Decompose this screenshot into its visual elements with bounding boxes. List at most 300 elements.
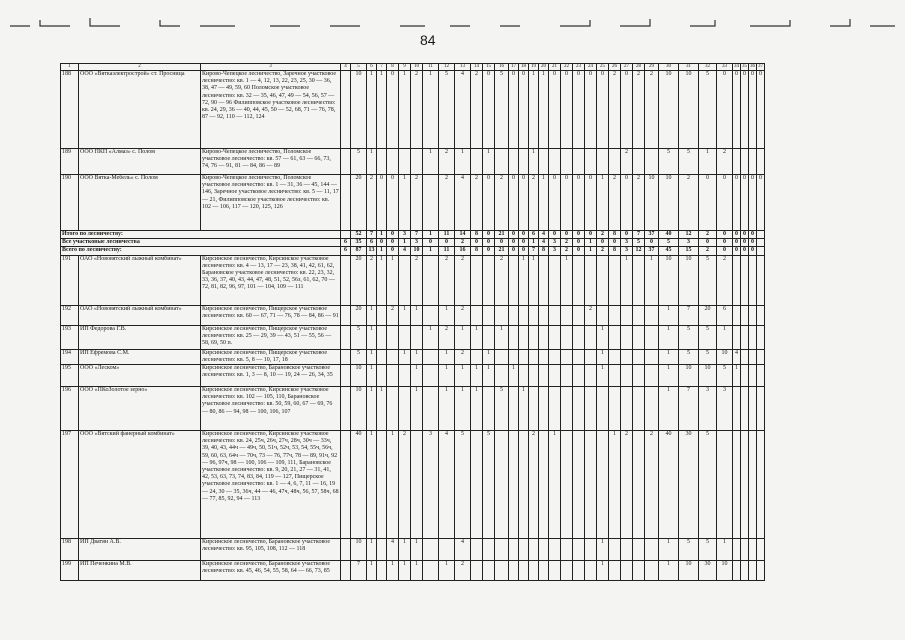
column-header: 18 [519,64,529,71]
value-cell [549,349,561,364]
value-cell: 2 [471,71,483,149]
value-cell [341,431,351,539]
value-cell: 0 [439,239,455,247]
value-cell [585,149,597,175]
value-cell: 0 [585,71,597,149]
value-cell: 1 [367,305,377,325]
value-cell [633,325,645,349]
tenant-name: ОАО «Нововятский лыжный комбинат» [79,305,201,325]
value-cell: 0 [387,231,399,239]
value-cell: 1 [699,149,717,175]
value-cell: 0 [621,175,633,231]
value-cell [377,539,387,561]
value-cell: 10 [659,71,679,149]
value-cell [561,149,573,175]
value-cell: 1 [659,365,679,387]
value-cell [733,431,741,539]
column-header: 19 [529,64,539,71]
value-cell [597,255,609,305]
value-cell [341,325,351,349]
value-cell [733,325,741,349]
value-cell: 10 [351,387,367,431]
column-header: 26 [609,64,621,71]
value-cell: 2 [455,305,471,325]
table-row [61,365,765,387]
tenant-name: ООО «Вятский фанерный комбинат» [79,431,201,539]
value-cell: 0 [733,71,741,149]
value-cell: 15 [679,247,699,255]
value-cell: 0 [741,175,749,231]
value-cell [423,175,439,231]
value-cell: 10 [679,71,699,149]
value-cell [341,349,351,364]
value-cell [495,365,509,387]
value-cell: 0 [483,175,495,231]
forest-location: Кирсинское лесничество, Пищерское участковое лесничество: кв. 25 — 29, 39 — 43, 51 — 55, 56 — 58, 69, 50 п. [201,325,341,349]
value-cell [741,539,749,561]
value-cell [495,149,509,175]
value-cell [539,325,549,349]
value-cell: 0 [585,175,597,231]
value-cell [539,349,549,364]
value-cell [749,305,757,325]
row-number: 192 [61,305,79,325]
value-cell [519,349,529,364]
row-number: 196 [61,387,79,431]
value-cell [439,539,455,561]
value-cell: 1 [483,149,495,175]
value-cell: 2 [455,239,471,247]
value-cell: 0 [741,71,749,149]
value-cell: 1 [519,387,529,431]
value-cell [549,255,561,305]
value-cell: 0 [749,71,757,149]
value-cell: 1 [367,561,377,581]
value-cell: 5 [699,431,717,539]
value-cell: 5 [699,349,717,364]
column-header: 32 [699,64,717,71]
value-cell: 10 [351,365,367,387]
value-cell: 14 [455,231,471,239]
value-cell: 21 [495,247,509,255]
value-cell: 7 [411,231,423,239]
value-cell: 1 [529,239,539,247]
value-cell: 1 [423,325,439,349]
table-row [61,71,765,149]
value-cell [483,325,495,349]
value-cell [609,387,621,431]
value-cell [561,431,573,539]
value-cell: 1 [399,239,411,247]
value-cell: 2 [411,255,423,305]
row-number: 189 [61,149,79,175]
value-cell: 0 [387,239,399,247]
forest-location: Кирсинское лесничество, Кирсинское участковое лесничество: кв. 4 — 13, 17 — 23, 38, 41, 42, 61, 62, Барановское участковое лесничество: кв. 22, 23, 32, 33, 36, 37, 40, 43, 44, 47, 48, 51, 52, 56з, 61, 62, 70 — 72, 81, 82, 96, 97, 101 — 104, 109 — 111 [201,255,341,305]
value-cell [573,305,585,325]
value-cell [609,325,621,349]
value-cell: 37 [645,231,659,239]
column-header: 2 [79,64,201,71]
value-cell [539,305,549,325]
value-cell [519,539,529,561]
value-cell: 10 [411,247,423,255]
value-cell [741,255,749,305]
value-cell: 2 [717,149,733,175]
value-cell [633,349,645,364]
value-cell: 1 [585,247,597,255]
value-cell: 1 [717,539,733,561]
value-cell: 4 [455,539,471,561]
value-cell: 0 [519,239,529,247]
value-cell: 3 [423,431,439,539]
column-header: 36 [750,64,755,69]
value-cell: 0 [483,231,495,239]
forest-location: Кирсинское лесничество, Кирсинское участковое лесничество: кв. 102 — 105, 110, Барановское участковое лесничество: кв. 50, 59, 60, 67 — 69, 76 — 80, 86 — 94, 98 — 100, 106, 107 [201,387,341,431]
column-header: 5 [351,64,367,71]
value-cell [549,365,561,387]
value-cell [597,305,609,325]
value-cell [423,305,439,325]
tenant-name: ИП Печенкина М.В. [79,561,201,581]
column-header: 37 [758,64,763,69]
value-cell: 0 [519,175,529,231]
value-cell [757,255,765,305]
column-header: 31 [679,64,699,71]
value-cell: 45 [659,247,679,255]
row-number: 195 [61,365,79,387]
column-header: 14 [471,64,483,71]
value-cell [549,305,561,325]
value-cell: 2 [679,175,699,231]
value-cell [341,231,351,239]
value-cell [561,349,573,364]
value-cell: 5 [351,325,367,349]
value-cell: 1 [621,255,633,305]
value-cell: 0 [597,239,609,247]
value-cell [609,365,621,387]
value-cell: 0 [733,231,741,239]
value-cell: 5 [699,255,717,305]
value-cell: 1 [609,431,621,539]
value-cell: 5 [483,431,495,539]
value-cell [573,387,585,431]
value-cell: 5 [659,149,679,175]
value-cell [483,387,495,431]
column-header: 29 [645,64,659,71]
value-cell: 1 [377,71,387,149]
value-cell: 2 [411,71,423,149]
value-cell [597,387,609,431]
value-cell: 30 [679,431,699,539]
column-number-row [61,64,765,71]
value-cell [471,431,483,539]
value-cell [749,149,757,175]
value-cell: 4 [539,239,549,247]
value-cell: 0 [717,231,733,239]
value-cell: 3 [399,231,411,239]
value-cell: 2 [699,247,717,255]
forest-location: Кирово-Чепецкое лесничество, Поломское участковое лесничество: кв. 1 — 31, 36 — 45, 144 — 146, Заречное участковое лесничество: кв. 5 — 11, 17 — 21, Филипповское участковое лесничество: кв. 102 — 106, 117 — 120, 125, 126 [201,175,341,231]
forest-location: Кирсинское лесничество, Пищерское участковое лесничество: кв. 5, 8 — 10, 17, 18 [201,349,341,364]
value-cell [509,305,519,325]
value-cell: 2 [367,175,377,231]
value-cell: 8 [539,247,549,255]
value-cell: 1 [585,239,597,247]
value-cell: 0 [423,239,439,247]
value-cell: 7 [529,247,539,255]
value-cell: 1 [597,349,609,364]
value-cell: 2 [455,349,471,364]
value-cell: 1 [717,325,733,349]
value-cell [509,561,519,581]
value-cell: 0 [519,71,529,149]
value-cell [549,387,561,431]
subtotal-label: Итого по лесничеству: [61,231,341,239]
value-cell: 20 [699,305,717,325]
value-cell [573,539,585,561]
value-cell: 1 [645,255,659,305]
value-cell: 2 [495,175,509,231]
value-cell: 0 [741,239,749,247]
value-cell: 2 [367,255,377,305]
value-cell [519,305,529,325]
value-cell: 6 [367,239,377,247]
value-cell [749,349,757,364]
value-cell [423,349,439,364]
value-cell: 20 [351,255,367,305]
value-cell [749,365,757,387]
value-cell [399,387,411,431]
value-cell: 0 [573,247,585,255]
value-cell [529,349,539,364]
value-cell: 0 [645,239,659,247]
value-cell [411,325,423,349]
value-cell: 1 [495,325,509,349]
column-header: 4 [341,64,351,71]
value-cell [539,561,549,581]
value-cell: 0 [549,175,561,231]
column-header: 20 [539,64,549,71]
value-cell: 30 [699,561,717,581]
value-cell: 0 [483,239,495,247]
value-cell: 0 [621,231,633,239]
value-cell [633,561,645,581]
value-cell: 0 [519,247,529,255]
value-cell: 10 [679,255,699,305]
value-cell: 10 [645,175,659,231]
value-cell: 1 [377,255,387,305]
value-cell: 13 [368,247,375,254]
value-cell: 10 [659,255,679,305]
value-cell: 1 [455,325,471,349]
value-cell [645,349,659,364]
column-header: 23 [573,64,585,71]
value-cell [423,365,439,387]
tenant-name: ООО «ПКоЗолотое зерно» [79,387,201,431]
value-cell: 1 [367,149,377,175]
value-cell: 5 [717,365,733,387]
value-cell: 0 [717,239,733,247]
value-cell: 1 [733,365,741,387]
tenant-name: ОАО «Нововятский лыжный комбинат» [79,255,201,305]
column-header: 27 [621,64,633,71]
value-cell [495,431,509,539]
value-cell: 6 [341,247,351,255]
table-row [61,255,765,305]
value-cell: 0 [377,239,387,247]
value-cell [399,255,411,305]
value-cell [733,305,741,325]
value-cell: 0 [717,71,733,149]
value-cell: 10 [351,71,367,149]
value-cell: 1 [411,561,423,581]
value-cell: 20 [351,305,367,325]
value-cell [573,325,585,349]
forest-location: Кирсинское лесничество, Барановское участковое лесничество: кв. 95, 105, 108, 112 — 118 [201,539,341,561]
value-cell: 10 [679,561,699,581]
value-cell [645,325,659,349]
value-cell [539,149,549,175]
value-cell: 8 [609,231,621,239]
value-cell: 10 [717,349,733,364]
value-cell [621,365,633,387]
tenant-name: ООО «Вяткаэлектрострой» ст. Просница [79,71,201,149]
value-cell: 2 [633,175,645,231]
value-cell: 1 [367,325,377,349]
subtotal-label: Все участковые лесничества [61,239,341,247]
value-cell: 1 [399,71,411,149]
forest-location: Кирсинское лесничество, Кирсинское участковое лесничество: кв. 24, 25ч, 26ч, 27ч, 28ч, 30ч — 33ч, 39, 40, 43, 44ч — 49ч, 50, 51ч, 52ч, 53, 54, 55ч, 56ч, 59, 60, 63, 64ч — 70ч, 73 — 76, 77ч, 78 — 89, 91ч, 92 — 96, 97ч, 98 — 100, 106 — 109, 111, Барановское участковое лесничество: кв. 9, 20, 21, 27 — 31, 41, 42, 53, 63, 73, 74, 83, 84, 119 — 127, Пищерское участковое лесничество: кв. 1 — 4, 6, 7, 11 — 16, 19 — 24, 30 — 35, 36ч, 44 — 46, 47ч, 48ч, 56, 57, 58ч, 68 — 77, 85, 92, 94 — 113 [201,431,341,539]
value-cell [573,149,585,175]
value-cell: 0 [377,175,387,231]
value-cell: 0 [471,239,483,247]
value-cell: 5 [699,71,717,149]
subtotal-row [61,239,765,247]
value-cell: 0 [509,71,519,149]
value-cell: 7 [367,231,377,239]
table-row [61,539,765,561]
value-cell: 1 [509,365,519,387]
value-cell: 2 [529,431,539,539]
value-cell [529,539,539,561]
value-cell [561,325,573,349]
value-cell: 2 [621,431,633,539]
value-cell: 5 [455,431,471,539]
tenant-name: ИП Ефремова С.М. [79,349,201,364]
value-cell [509,255,519,305]
value-cell: 1 [423,231,439,239]
value-cell: 1 [597,539,609,561]
value-cell [633,431,645,539]
value-cell: 1 [439,365,455,387]
value-cell: 5 [679,539,699,561]
value-cell: 2 [645,431,659,539]
value-cell [495,349,509,364]
value-cell: 5 [351,149,367,175]
value-cell: 16 [455,247,471,255]
value-cell: 5 [439,71,455,149]
value-cell: 52 [351,231,367,239]
value-cell: 1 [439,305,455,325]
value-cell [645,149,659,175]
value-cell [585,387,597,431]
value-cell [573,255,585,305]
column-header: 34 [734,64,739,69]
top-edge-marks [0,0,905,30]
value-cell: 0 [757,71,765,149]
value-cell: 2 [471,175,483,231]
value-cell [387,387,399,431]
value-cell: 1 [399,175,411,231]
value-cell [561,305,573,325]
value-cell: 37 [645,247,659,255]
value-cell: 2 [439,175,455,231]
column-header: 28 [633,64,645,71]
value-cell [471,349,483,364]
value-cell [585,255,597,305]
value-cell [519,149,529,175]
value-cell: 2 [597,231,609,239]
value-cell: 0 [573,71,585,149]
value-cell: 1 [367,431,377,539]
value-cell: 1 [597,175,609,231]
value-cell [621,387,633,431]
value-cell: 0 [509,231,519,239]
value-cell [539,387,549,431]
value-cell [495,539,509,561]
value-cell: 8 [609,247,621,255]
value-cell: 2 [561,247,573,255]
row-number: 190 [61,175,79,231]
value-cell: 10 [699,365,717,387]
value-cell [411,431,423,539]
value-cell [733,539,741,561]
value-cell [519,365,529,387]
column-header: 22 [561,64,573,71]
value-cell: 0 [733,239,741,247]
value-cell [741,387,749,431]
value-cell [757,247,765,255]
value-cell: 0 [561,71,573,149]
value-cell: 1 [659,561,679,581]
value-cell: 21 [495,231,509,239]
value-cell [621,305,633,325]
value-cell [585,539,597,561]
value-cell [645,387,659,431]
value-cell [757,239,765,247]
value-cell: 20 [351,175,367,231]
column-header: 33 [717,64,733,71]
value-cell [471,255,483,305]
value-cell: 5 [351,349,367,364]
value-cell: 2 [585,305,597,325]
value-cell [585,561,597,581]
column-header: 24 [585,64,597,71]
column-header: 3 [201,64,341,71]
value-cell: 7 [679,305,699,325]
value-cell: 6 [529,231,539,239]
value-cell: 2 [597,247,609,255]
value-cell: 2 [621,149,633,175]
value-cell: 1 [367,539,377,561]
value-cell [399,365,411,387]
value-cell [561,561,573,581]
value-cell: 1 [439,349,455,364]
value-cell [471,561,483,581]
value-cell: 0 [757,175,765,231]
value-cell [757,325,765,349]
value-cell: 0 [561,231,573,239]
